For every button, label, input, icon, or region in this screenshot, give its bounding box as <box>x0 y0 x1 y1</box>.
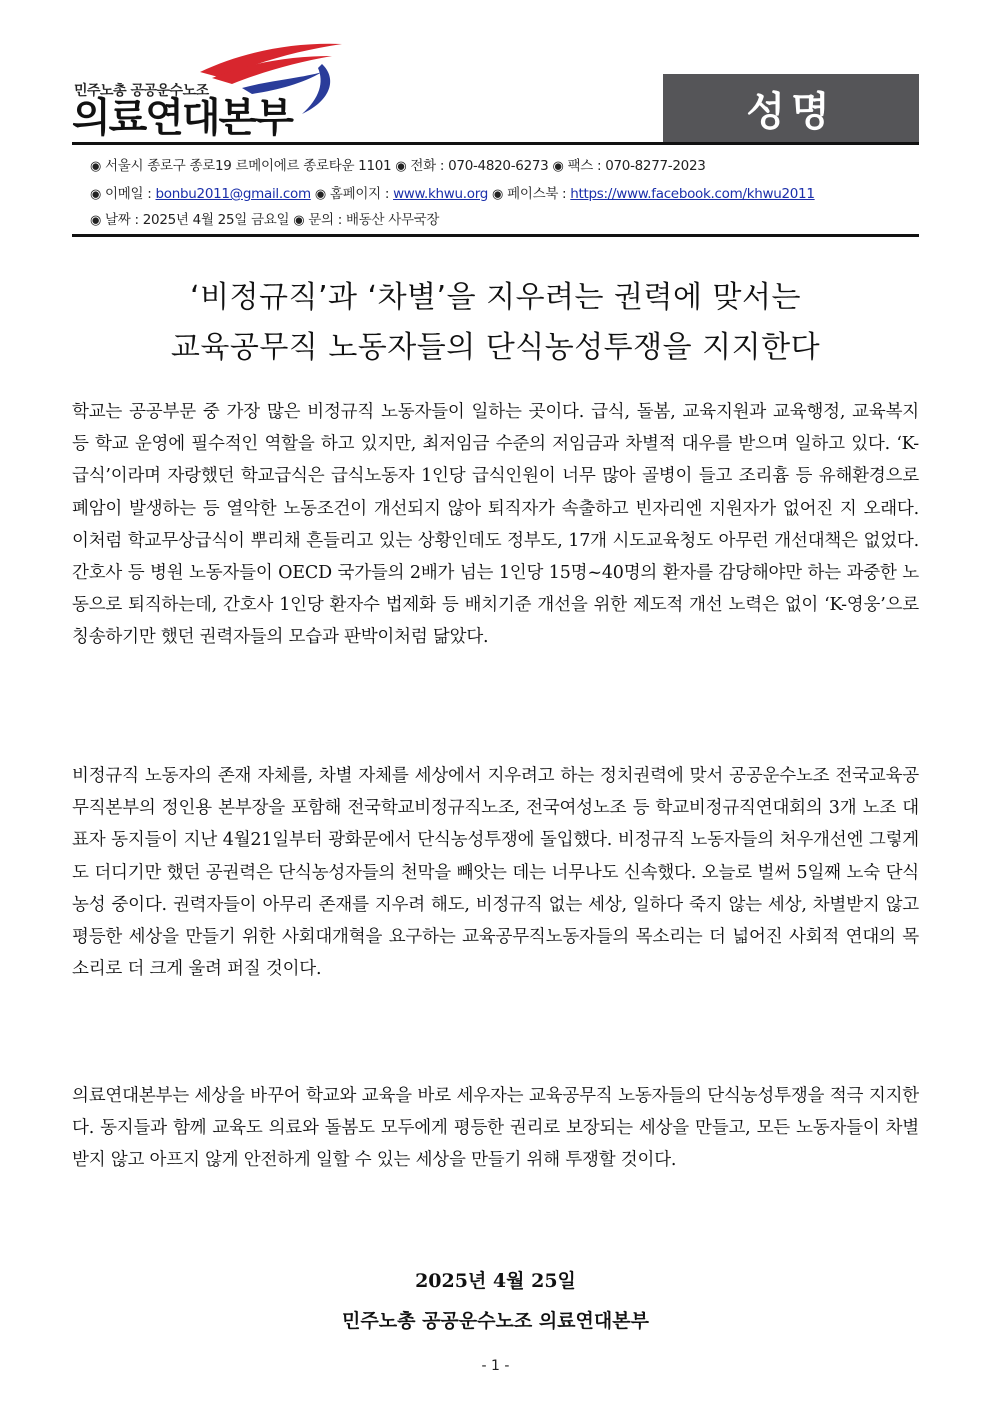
contact-info-line-2 <box>90 182 815 202</box>
facebook-label: 페이스북 : <box>507 186 571 202</box>
bullet-icon: ◉ <box>90 187 102 202</box>
body-paragraph-1: 학교는 공공부문 중 가장 많은 비정규직 노동자들이 일하는 곳이다. 급식, 돌봄, 교육지원과 교육행정, 교육복지 등 학교 운영에 필수적인 역할을 하고 있지만, 최저임금 수준의 저임금과 차별적 대우를 받으며 일하고 있다. ‘K-급식’이라며 자랑했던 학교급식은 급식노동자 1인당 급식인원이 너무 많아 골병이 들고 조리흄 등 유해환경으로 폐암이 발생하는 등 열악한 노동조건이 개선되지 않아 퇴직자가 속출하고 빈자리엔 지원자가 없어진 지 오래다. 이처럼 학교무상급식이 뿌리채 흔들리고 있는 상황인데도 정부도, 17개 시도교육청도 아무런 개선대책은 없었다. 간호사 등 병원 노동자들이 OECD 국가들의 2배가 넘는 1인당 15명~40명의 환자를 감당해야만 하는 과중한 노동으로 퇴직하는데, 간호사 1인당 환자수 법제화 등 배치기준 개선을 위한 제도적 개선 노력은 없이 ‘K-영웅’으로 칭송하기만 했던 권력자들의 모습과 판박이처럼 닮았다. <box>72 402 919 648</box>
bullet-icon: ◉ <box>293 213 305 228</box>
email-link[interactable]: bonbu2011@gmail.com <box>155 186 311 202</box>
bullet-icon: ◉ <box>492 187 504 202</box>
body-paragraph-3: 의료연대본부는 세상을 바꾸어 학교와 교육을 바로 세우자는 교육공무직 노동자들의 단식농성투쟁을 적극 지지한다. 동지들과 함께 교육도 의료와 돌봄도 모두에게 평등한 권리로 보장되는 세상을 만들고, 모든 노동자들이 차별받지 않고 아프지 않게 안전하게 일할 수 있는 세상을 만들기 위해 투쟁할 것이다. <box>72 1086 919 1171</box>
statement-title-line-1: ‘비정규직’과 ‘차별’을 지우려는 권력에 맞서는 <box>190 280 801 315</box>
contact-info-line-3 <box>90 208 439 228</box>
document-type-badge: 성명 <box>663 74 919 142</box>
contact-person: 배동산 사무국장 <box>345 212 440 228</box>
signature-organization: 민주노총 공공운수노조 의료연대본부 <box>342 1310 649 1332</box>
header-top-rule <box>72 142 919 145</box>
org-logo <box>72 38 347 141</box>
bullet-icon: ◉ <box>395 159 407 174</box>
bullet-icon: ◉ <box>552 159 564 174</box>
bullet-icon: ◉ <box>90 213 102 228</box>
phone-label: 전화 : <box>410 158 449 174</box>
logo-org-name: 의료연대본부 <box>72 95 292 141</box>
header-bottom-rule <box>72 234 919 237</box>
date-label: 날짜 : <box>105 212 143 228</box>
signature-date: 2025년 4월 25일 <box>415 1270 576 1292</box>
facebook-link[interactable]: https://www.facebook.com/khwu2011 <box>570 186 815 202</box>
fax-label: 팩스 : <box>567 158 606 174</box>
address-text: 서울시 종로구 종로19 르메이에르 종로타운 1101 <box>105 158 392 174</box>
statement-title-line-2: 교육공무직 노동자들의 단식농성투쟁을 지지한다 <box>170 330 821 365</box>
contact-info-line-1 <box>90 154 706 174</box>
contact-label: 문의 : <box>308 212 346 228</box>
fax-text: 070-8277-2023 <box>605 158 706 174</box>
bullet-icon: ◉ <box>90 159 102 174</box>
homepage-link[interactable]: www.khwu.org <box>393 186 489 202</box>
homepage-label: 홈페이지 : <box>329 186 394 202</box>
bullet-icon: ◉ <box>314 187 326 202</box>
date-text: 2025년 4월 25일 금요일 <box>142 212 290 228</box>
body-paragraph-2: 비정규직 노동자의 존재 자체를, 차별 자체를 세상에서 지우려고 하는 정치권력에 맞서 공공운수노조 전국교육공무직본부의 정인용 본부장을 포함해 전국학교비정규직노조, 전국여성노조 등 학교비정규직연대회의 3개 노조 대표자 동지들이 지난 4월21일부터 광화문에서 단식농성투쟁에 돌입했다. 비정규직 노동자들의 처우개선엔 그렇게도 더디기만 했던 공권력은 단식농성자들의 천막을 빼앗는 데는 너무나도 신속했다. 오늘로 벌써 5일째 노숙 단식농성 중이다. 권력자들이 아무리 존재를 지우려 해도, 비정규직 없는 세상, 일하다 죽지 않는 세상, 차별받지 않고 평등한 세상을 만들기 위한 사회대개혁을 요구하는 교육공무직노동자들의 목소리는 더 넓어진 사회적 연대의 목소리로 더 크게 울려 퍼질 것이다. <box>72 766 919 980</box>
page-number: - 1 - <box>481 1358 510 1374</box>
email-label: 이메일 : <box>105 186 156 202</box>
logo-union-name: 민주노총 공공운수노조 <box>74 83 209 99</box>
phone-text: 070-4820-6273 <box>448 158 549 174</box>
